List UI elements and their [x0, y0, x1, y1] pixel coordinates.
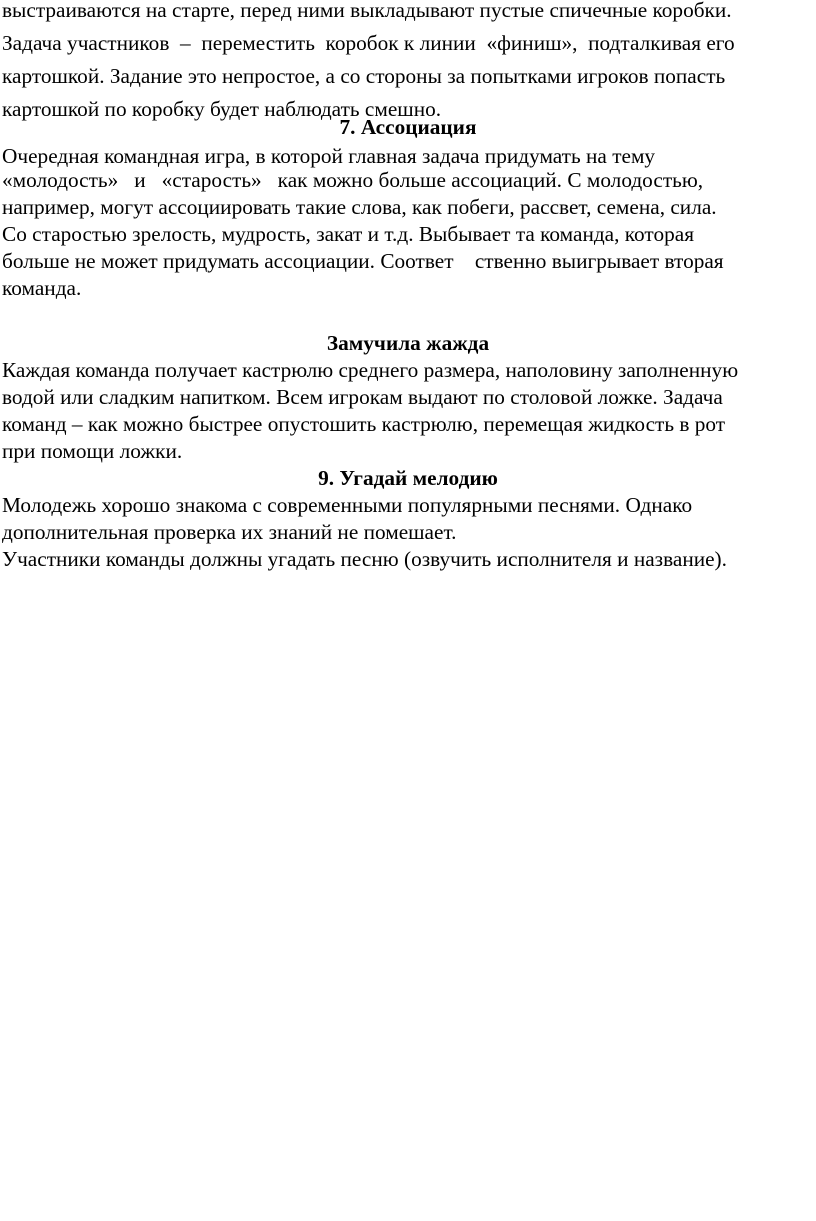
paragraph-line: команд – как можно быстрее опустошить кастрюлю, перемещая жидкость в рот — [2, 412, 726, 436]
paragraph-line: «молодость» и «старость» как можно больше ассоциаций. С молодостью, — [2, 168, 704, 192]
paragraph-line: Со старостью зрелость, мудрость, закат и т.д. Выбывает та команда, которая — [2, 222, 694, 246]
paragraph-line: например, могут ассоциировать такие слова, как побеги, рассвет, семена, сила. — [2, 195, 717, 219]
paragraph-line: Очередная командная игра, в которой главная задача придумать на тему — [2, 144, 656, 168]
paragraph-line: выстраиваются на старте, перед ними выкладывают пустые спичечные коробки. — [2, 0, 732, 22]
paragraph-line: Задача участников – переместить коробок к линии «финиш», подталкивая его — [2, 31, 735, 55]
paragraph-line: водой или сладким напитком. Всем игрокам выдают по столовой ложке. Задача — [2, 385, 723, 409]
section-heading-associations: 7. Ассоциация — [339, 115, 477, 139]
paragraph-line: команда. — [2, 276, 82, 300]
paragraph-line: дополнительная проверка их знаний не помешает. — [2, 520, 457, 544]
section-heading-guess-melody: 9. Угадай мелодию — [318, 466, 498, 490]
paragraph-line: Молодежь хорошо знакома с современными популярными песнями. Однако — [2, 493, 693, 517]
paragraph-line: картошкой. Задание это непростое, а со стороны за попытками игроков попасть — [2, 64, 726, 88]
paragraph-line: Каждая команда получает кастрюлю среднего размера, наполовину заполненную — [2, 358, 739, 382]
paragraph-line: больше не может придумать ассоциации. Соответ ственно выигрывает вторая — [2, 249, 724, 273]
paragraph-line: Участники команды должны угадать песню (озвучить исполнителя и название). — [2, 547, 727, 571]
paragraph-line: при помощи ложки. — [2, 439, 183, 463]
section-heading-thirst: Замучила жажда — [326, 331, 490, 355]
paragraph-line: картошкой по коробку будет наблюдать смешно. — [2, 97, 442, 121]
